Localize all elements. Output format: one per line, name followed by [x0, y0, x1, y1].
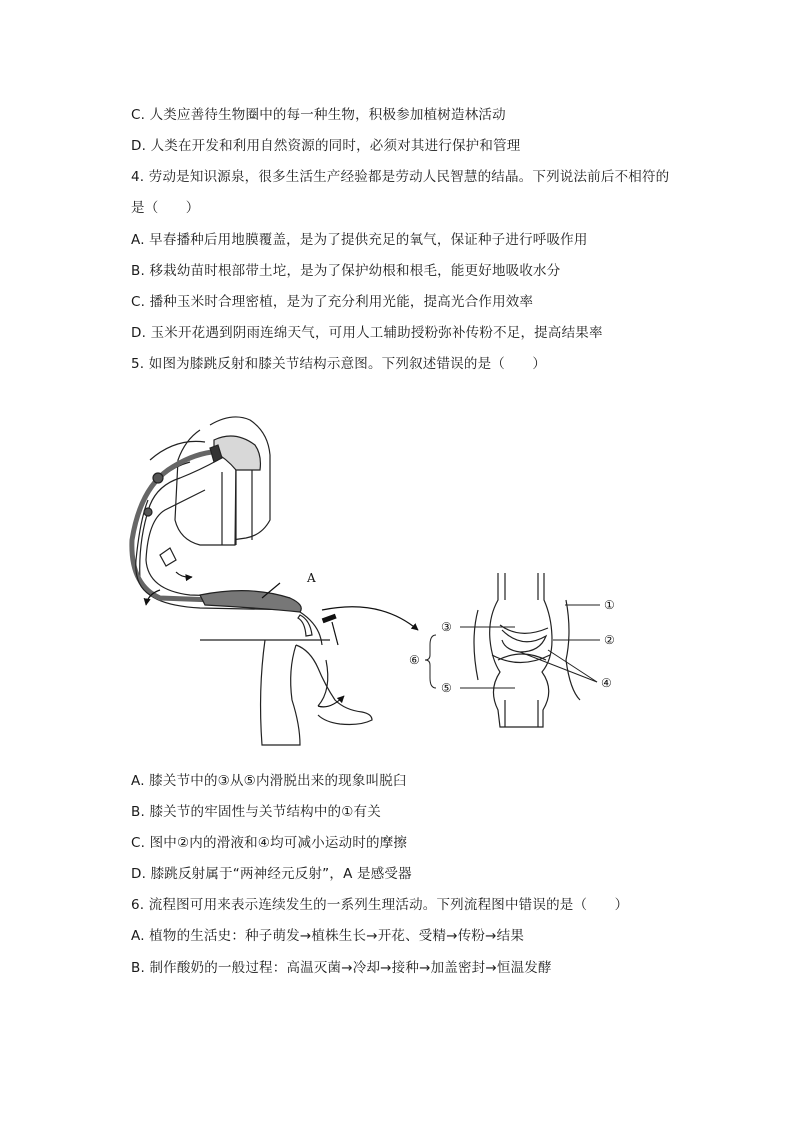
label-A: A	[307, 571, 316, 585]
question-6-stem: 6. 流程图可用来表示连续发生的一系列生理活动。下列流程图中错误的是（ ）	[131, 897, 629, 913]
signal-arrow-icon	[176, 572, 192, 577]
leader-lines	[425, 605, 600, 688]
label-3: ③	[441, 620, 452, 634]
option-3c: C. 人类应善待生物圈中的每一种生物，积极参加植树造林活动	[131, 107, 506, 123]
question-5-stem: 5. 如图为膝跳反射和膝关节结构示意图。下列叙述错误的是（ ）	[131, 356, 547, 372]
label-4: ④	[601, 676, 612, 690]
option-5d: D. 膝跳反射属于“两神经元反射”，A 是感受器	[131, 866, 412, 882]
option-4d: D. 玉米开花遇到阴雨连绵天气，可用人工辅助授粉弥补传粉不足，提高结果率	[131, 325, 603, 341]
thigh-muscle	[200, 583, 312, 636]
signal-arrow-icon	[146, 590, 160, 605]
label-5: ⑤	[441, 681, 452, 695]
option-4b: B. 移栽幼苗时根部带土坨，是为了保护幼根和根毛，能更好地吸收水分	[131, 263, 561, 279]
spinal-cord-illustration	[145, 417, 270, 545]
option-4a: A. 早春播种后用地膜覆盖，是为了提供充足的氧气，保证种子进行呼吸作用	[131, 232, 588, 248]
seated-leg-outline	[200, 612, 372, 745]
nerve-pathway	[132, 445, 300, 610]
option-5c: C. 图中②内的滑液和④均可减小运动时的摩擦	[131, 835, 408, 851]
option-5b: B. 膝关节的牢固性与关节结构中的①有关	[131, 804, 381, 820]
knee-joint-diagram	[474, 573, 580, 727]
option-3d: D. 人类在开发和利用自然资源的同时，必须对其进行保护和管理	[131, 138, 521, 154]
reflex-hammer-icon	[322, 614, 337, 623]
option-5a: A. 膝关节中的③从⑤内滑脱出来的现象叫脱臼	[131, 773, 407, 789]
question-4-stem: 4. 劳动是知识源泉，很多生活生产经验都是劳动人民智慧的结晶。下列说法前后不相符的	[131, 169, 670, 185]
option-6b: B. 制作酸奶的一般过程：高温灭菌→冷却→接种→加盖密封→恒温发酵	[131, 960, 552, 976]
option-4c: C. 播种玉米时合理密植，是为了充分利用光能，提高光合作用效率	[131, 294, 534, 310]
label-6: ⑥	[409, 653, 420, 667]
question-4-stem-cont: 是（ ）	[131, 200, 200, 216]
label-2: ②	[604, 633, 615, 647]
zoom-arrow-icon	[322, 607, 418, 630]
reflex-hammer-handle	[332, 622, 338, 645]
leg-kick-arrow-icon	[318, 696, 344, 707]
option-6a: A. 植物的生活史：种子萌发→植株生长→开花、受精→传粉→结果	[131, 928, 525, 944]
label-1: ①	[604, 598, 615, 612]
